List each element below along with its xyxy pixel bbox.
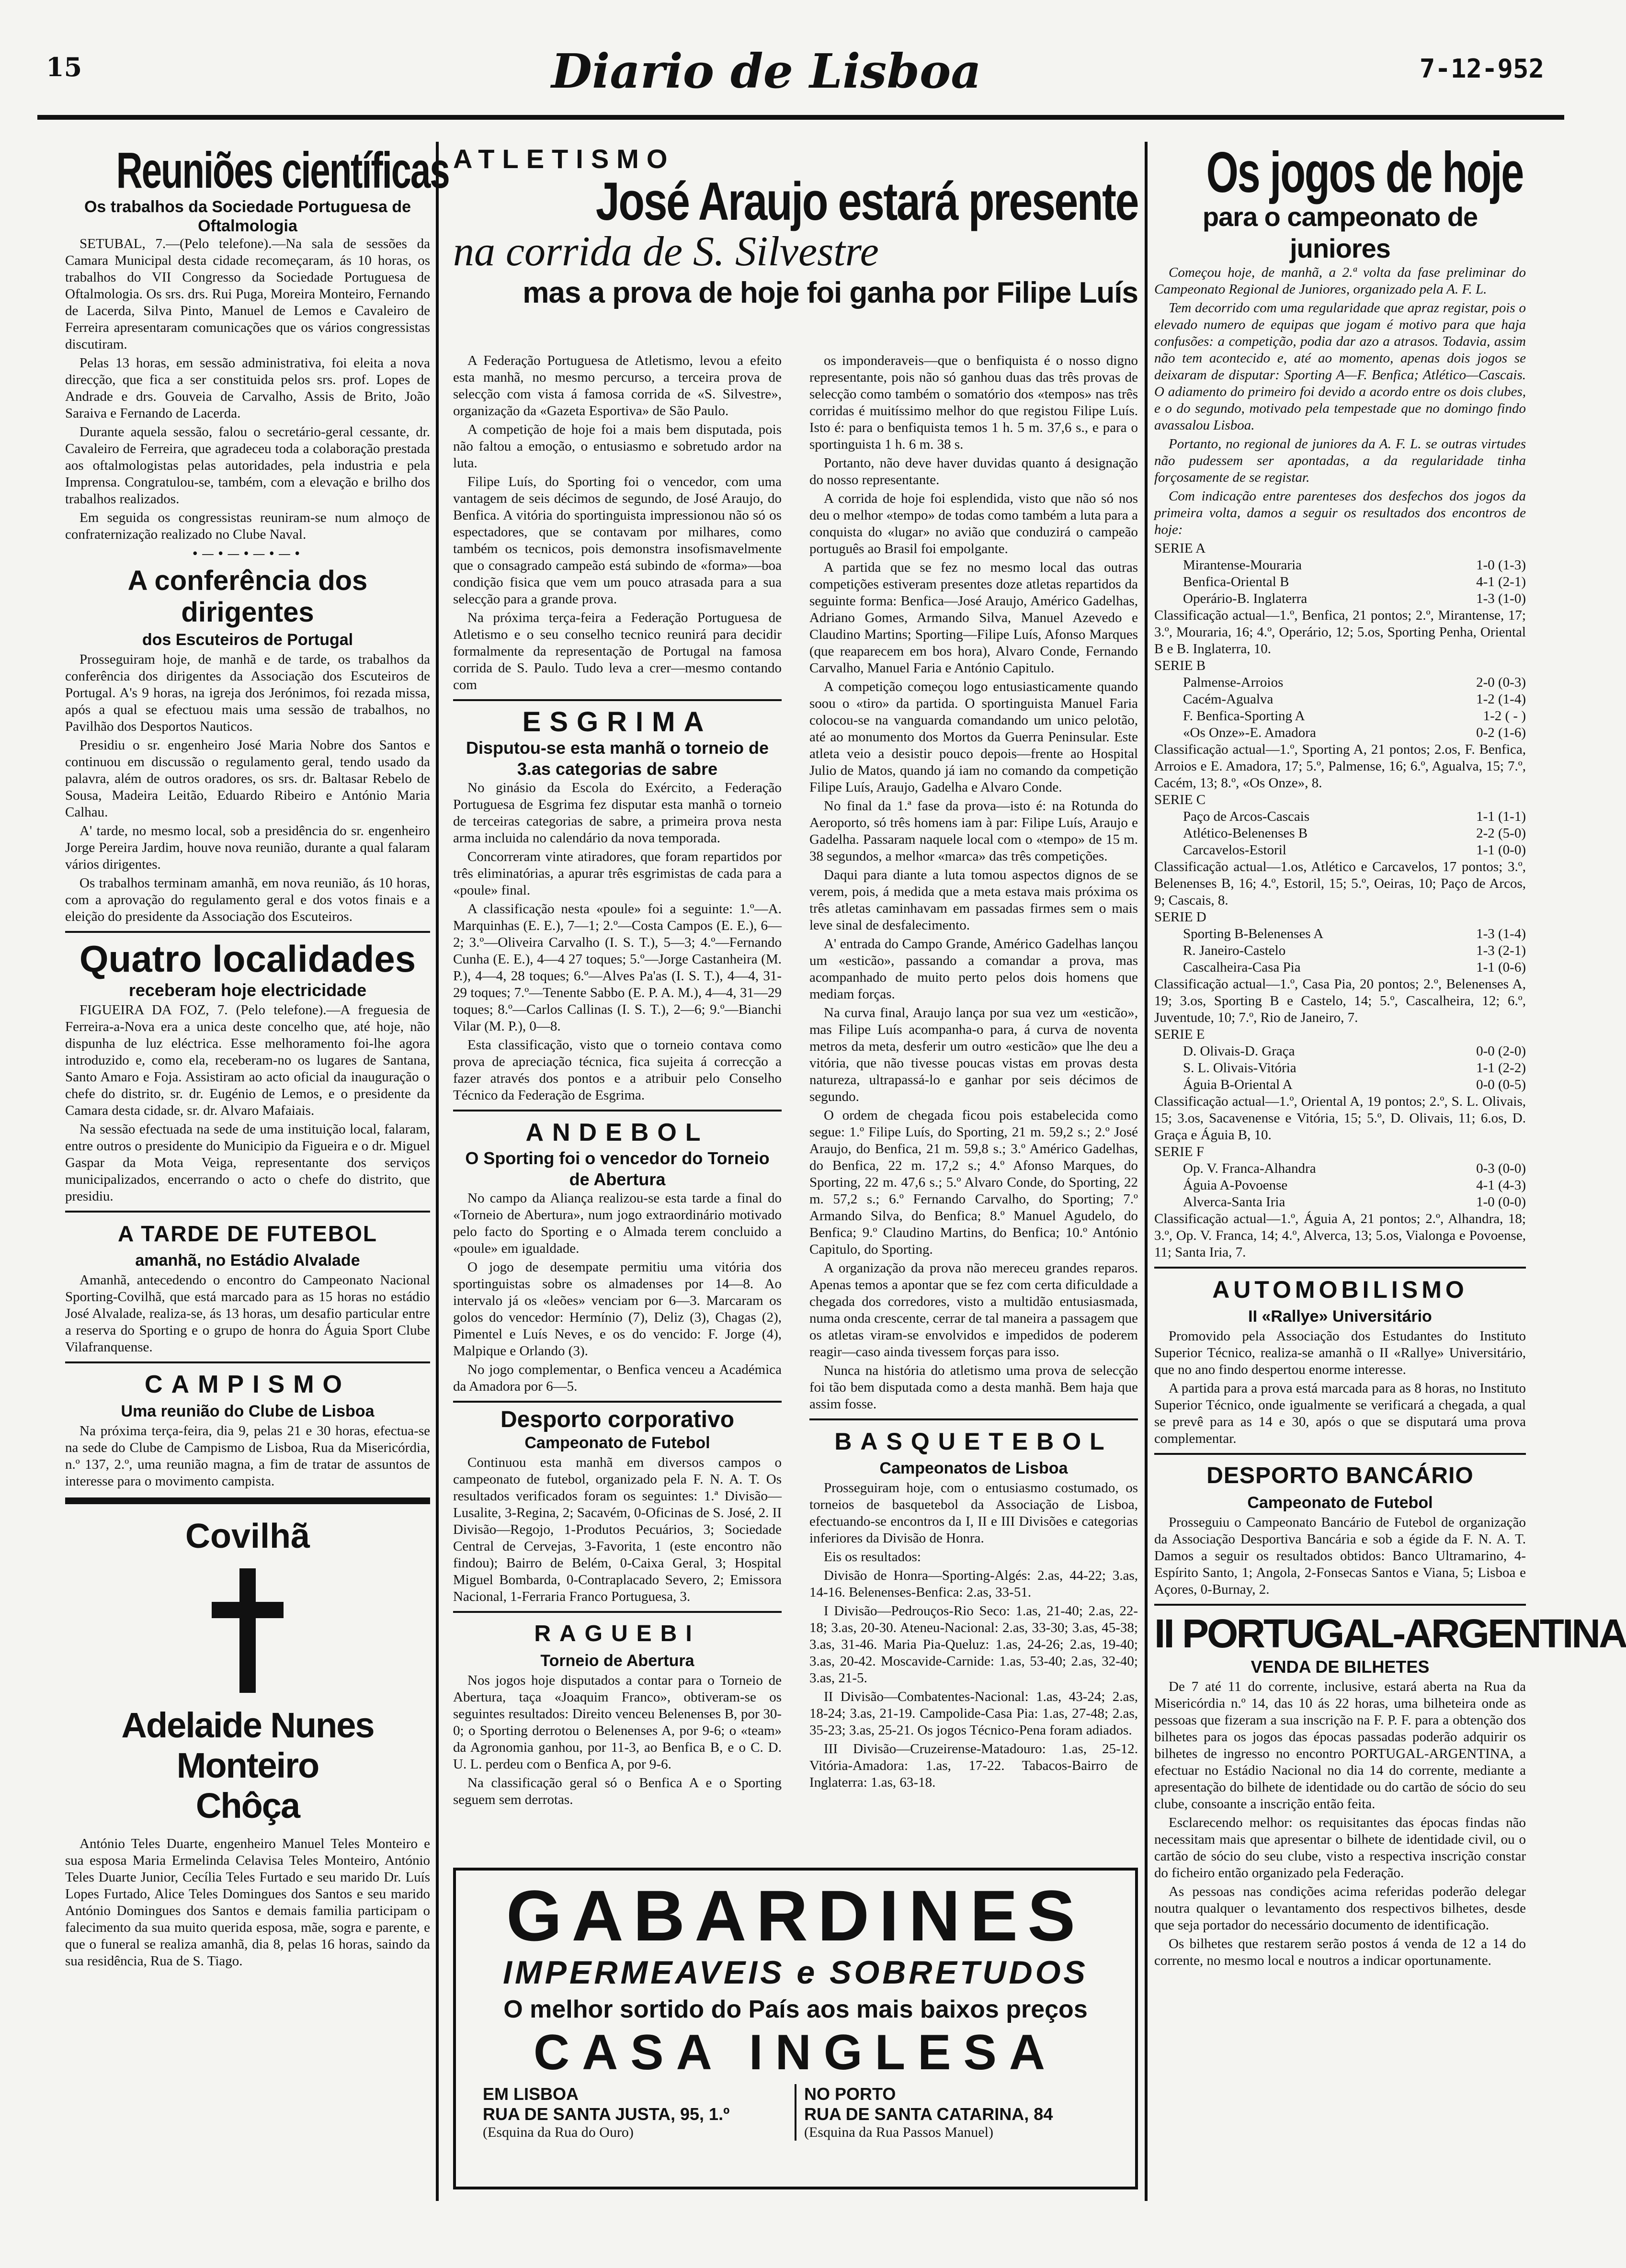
result-row [1154,942,1526,959]
result-score: 4-1 (2-1) [1476,574,1526,590]
subhead-automobilismo: II «Rallye» Universitário [1248,1307,1432,1326]
result-row [1154,1194,1526,1211]
headline-conferencia: A conferência dos dirigentes [127,565,368,628]
paragraph: Continuou esta manhã em diversos campos o campeonato de futebol, organizado pela F. N. A. T. Os resultados verificados foram os seguintes: 1.ª Divisão—Lusalite, 3-Regina, 2; Sacavém, 0-Oficinas de S. José, 2. II Divisão—Regojo, 1-Produtos Pecuários, 3; Sociedade Central de Cervejas, 3-Favorita, 1 (este encontro não findou); Bairro de Belém, 0-Caixa Geral, 3; Hospital Miguel Bombarda, 0-Contraplacado Severo, 2; Emissora Nacional, 1-Ferraria Franco Portuguesa, 3. [453,1455,782,1604]
result-row [1154,725,1526,741]
paragraph: A competição começou logo entusiasticamente quando soou o «tiro» da partida. O sportinguista Manuel Faria colocou-se na vanguarda comandando um unico pelotão, até ao monumento dos Mortos da Guerra Peninsular. Este atleta veio a desistir pouco depois—frente ao Hospital Julio de Matos, quando já iam no comando da competição Filipe Luís, Araujo, Gadelha e Alvaro Conde. [809,679,1138,795]
paragraph: Começou hoje, de manhã, a 2.ª volta da fase preliminar do Campeonato Regional de Juniores, organizado pela A. F. L. [1154,265,1526,297]
article-atletismo-cont [809,352,1138,1413]
paragraph: Na próxima terça-feira, dia 9, pelas 21 e 30 horas, efectua-se na sede do Clube de Campismo de Lisboa, Rua da Misericórdia, n.º 137, 2.º, uma reunião magna, a fim de tratar de assuntos de interesse para o movimento campista. [65,1423,430,1489]
paragraph: SETUBAL, 7.—(Pelo telefone).—Na sala de sessões da Camara Municipal desta cidade recomeçaram, ás 10 horas, os trabalhos do VII Congresso da Sociedade Portuguesa de Oftalmologia. Os srs. drs. Rui Puga, Moreira Monteiro, Fernando de Lacerda, Silva Pinto, Manuel de Lemos e Cavaleiro de Ferreira apresentaram comunicações que os vários congressistas discutiram. [65,236,430,352]
headline-bancario: DESPORTO BANCÁRIO [1206,1463,1474,1488]
paragraph: FIGUEIRA DA FOZ, 7. (Pelo telefone).—A freguesia de Ferreira-a-Nova era a unica deste concelho que, até hoje, não dispunha de luz eléctrica. Esse melhoramento foi-lhe agora introduzido e, como ela, receberam-no os lugares de Santana, Santo Amaro e Foja. Assistiram ao acto oficial da inauguração o chefe do distrito, sr. dr. Eugénio de Lemos, e o presidente da Camara desta cidade, sr. dr. Alvaro Mafaiais. [65,1002,430,1118]
paragraph: O jogo de desempate permitiu uma vitória dos sportinguistas sobre os almadenses por 14—8. Ao intervalo já os «leões» venciam por 6—3. Marcaram os golos do vencedor: Hermínio (7), Deliz (3), Chagas (2), Pimentel e Luís Neves, e os do vencido: F. Jorge (4), Malpique e Orlando (3). [453,1259,782,1359]
paragraph: Divisão de Honra—Sporting-Algés: 2.as, 44-22; 3.as, 14-16. Belenenses-Benfica: 2.as, 33-51. [809,1568,1138,1600]
column-left [65,142,449,2201]
result-row [1154,1060,1526,1077]
result-teams: S. L. Olivais-Vitória [1183,1060,1296,1076]
advert-store: CASA INGLESA [534,2025,1057,2080]
classification: Classificação actual—1.º, Benfica, 21 pontos; 2.º, Mirantense, 17; 3.º, Mouraria, 16; 4.º, Operário, 12; 5.os, Sporting Penha, Oriental B e B. Inglaterra, 10. [1154,608,1526,657]
article-automobilismo [1154,1328,1526,1447]
result-row [1154,674,1526,691]
result-row [1154,590,1526,607]
paragraph: Promovido pela Associação dos Estudantes do Instituto Superior Técnico, realiza-se amanhã o II «Rallye» Universitário, que no ano findo despertou enorme interesse. [1154,1328,1526,1377]
subhead-bancario: Campeonato de Futebol [1247,1494,1433,1512]
paragraph: A' entrada do Campo Grande, Américo Gadelhas lançou um «esticão», passando a comandar a prova, mas acompanhado de muito perto pelos dois homens que mediam forças. [809,936,1138,1002]
paragraph: No campo da Aliança realizou-se esta tarde a final do «Torneio de Abertura», num jogo extraordinário motivado pelo facto do Sporting e o Almada terem concluido a «poule» em igualdade. [453,1191,782,1256]
subhead-reunioes: Os trabalhos da Sociedade Portuguesa de Oftalmologia [84,198,411,235]
advert-porto-address: RUA DE SANTA CATARINA, 84 [804,2104,1053,2124]
headline-tarde: A TARDE DE FUTEBOL [118,1221,377,1246]
paragraph: Tem decorrido com uma regularidade que apraz registar, pois o elevado numero de equipas que jogam é motivo para que haja confusões: a competição, podia dar azo a atrasos. Todavia, assim não tem acontecido e, até ao momento, apenas dois jogos se deixaram de disputar: Sporting A—F. Benfica; Atlético—Cascais. O adiamento do primeiro foi devido a acordo entre os dois clubes, e o do segundo, motivado pela tempestade que no domingo findo avassalou Lisboa. [1154,300,1526,433]
paragraph: I Divisão—Pedrouços-Rio Seco: 1.as, 21-40; 2.as, 22-18; 3.as, 20-30. Ateneu-Nacional: 2.as, 33-30; 3.as, 45-38; 3.as, 31-46. Maria Pia-Queluz: 1.as, 24-26; 2.as, 19-40; 3.as, 20-42. Moscavide-Carnide: 1.as, 53-40; 2.as, 32-40; 3.as, 21-5. [809,1603,1138,1686]
result-teams: Águia B-Oriental A [1183,1077,1293,1092]
result-row [1154,708,1526,725]
paragraph: Na próxima terça-feira a Federação Portuguesa de Atletismo e o seu conselho tecnico reunirá para decidir formalmente da representação de Portugal na famosa corrida de S. Paulo. Tudo leva a crer—mesmo contando com [453,610,782,692]
obituary-rule [65,1497,430,1504]
result-teams: D. Olivais-D. Graça [1183,1043,1295,1059]
serie-name: SERIE A [1154,541,1206,556]
result-score: 1-3 (1-4) [1476,926,1526,941]
serie-name: SERIE E [1154,1027,1205,1042]
paragraph: Daqui para diante a luta tomou aspectos dignos de se verem, pois, á medida que a meta estava mais próxima os três atletas caminhavam em passadas firmes sem o mais leve sinal de desfalecimento. [809,867,1138,933]
column-right [1154,140,1626,2201]
classification: Classificação actual—1.º, Sporting A, 21 pontos; 2.os, F. Benfica, Arroios e E. Amadora, 17; 5.º, Palmense, 16; 6.º, Agualva, 15; 7.º, Cacém, 13; 8.º, «Os Onze», 8. [1154,742,1526,791]
serie-name: SERIE F [1154,1144,1204,1159]
result-row [1154,1043,1526,1060]
classification: Classificação actual—1.º, Oriental A, 19 pontos; 2.º, S. L. Olivais, 15; 3.os, Sacavenense e Vitória, 15; 5.º, D. Olivais, 11; 6.os, D. Graça e Águia B, 10. [1154,1094,1526,1143]
article-reunioes [65,236,430,543]
paragraph: Em seguida os congressistas reuniram-se num almoço de confraternização realizado no Clube Naval. [65,510,430,542]
advert-lisboa-address: RUA DE SANTA JUSTA, 95, 1.º [483,2104,730,2124]
result-score: 0-3 (0-0) [1476,1161,1526,1176]
paragraph: Nos jogos hoje disputados a contar para o Torneio de Abertura, taça «Joaquim Franco», obtiveram-se os seguintes resultados: Direito venceu Belenenses B, por 30-0; o Sporting derrotou o Belenenses A, por 9-6; o «team» da Agronomia ganhou, por 11-3, ao Benfica B, e o C. D. U. L. perdeu com o Benfica A, por 9-6. [453,1673,782,1772]
advert-porto [795,2084,1116,2141]
subhead-raguebi: Torneio de Abertura [540,1652,694,1670]
subhead-campismo: Uma reunião do Clube de Lisboa [121,1402,375,1420]
result-teams: Benfica-Oriental B [1183,574,1289,590]
column-center-right [809,352,1138,1875]
paragraph: No jogo complementar, o Benfica venceu a Académica da Amadora por 6—5. [453,1362,782,1394]
paragraph: De 7 até 11 do corrente, inclusive, estará aberta na Rua da Misericórdia n.º 14, das 10 ás 22 horas, uma bilheteira onde as pessoas que fizeram a sua inscrição na F. P. F. para a obtenção dos bilhetes para os jogos das épocas passadas poderão adquirir os bilhetes de ingresso no encontro PORTUGAL-ARGENTINA, a efectuar no Estádio Nacional no dia 14 do corrente, mediante a apresentação do bilhete de identidade ou do cartão de sócio do seu clube, consoante a inscrição então feita. [1154,1679,1526,1812]
result-score: 1-1 (0-0) [1476,842,1526,858]
article-conferencia [65,651,430,925]
article-basquetebol [809,1480,1138,1791]
paragraph: A corrida de hoje foi esplendida, visto que não só nos deu o melhor «tempo» de todas como também a luta para a conquista do «lugar» no avião que conduzirá o campeão português ao Brasil foi empolgante. [809,491,1138,556]
paragraph: Na sessão efectuada na sede de uma instituição local, falaram, entre outros o presidente do Municipio da Figueira e o dr. Miguel Gaspar da Mota Veiga, representante dos serviços municipalizados, encerrando o acto o chefe do distrito, que presidiu. [65,1122,430,1204]
result-teams: Mirantense-Mouraria [1183,557,1302,573]
paragraph: Com indicação entre parenteses dos desfechos dos jogos da primeira volta, damos a seguir os resultados dos encontros de hoje: [1154,488,1526,537]
result-score: 0-2 (1-6) [1476,725,1526,740]
paragraph: Prosseguiram hoje, de manhã e de tarde, os trabalhos da conferência dos dirigentes da Associação dos Escuteiros de Portugal. A's 9 horas, na igreja dos Jerónimos, foi rezada missa, após a qual se efectuou mais uma sessão de trabalhos, no Pavilhão dos Desportos Nauticos. [65,652,430,734]
result-teams: F. Benfica-Sporting A [1183,708,1305,724]
section-atletismo: ATLETISMO [453,144,675,174]
column-divider [436,142,439,2201]
subhead-corporativo: Campeonato de Futebol [524,1434,710,1452]
masthead-rule [37,115,1564,120]
paragraph: Esclarecendo melhor: os requisitantes das épocas findas não necessitam mais que apresentar o bilhete de identidade civil, ou o cartão de sócio do seu clube, visto a respectiva inscrição constar do ficheiro então organizado pela Federação. [1154,1815,1526,1881]
article-jogos-intro [1154,264,1526,538]
paragraph: As pessoas nas condições acima referidas poderão delegar noutra qualquer o levantamento dos respectivos bilhetes, desde que seja portador do necessário documento de identificação. [1154,1884,1526,1933]
section-raguebi: RAGUEBI [534,1621,701,1646]
headline-atletismo-3: mas a prova de hoje foi ganha por Filipe Luís [523,276,1138,309]
paragraph: Prosseguiram hoje, com o entusiasmo costumado, os torneios de basquetebol da Associação de Lisboa, efectuando-se encontros da I, II e III Divisões e categorias inferiores da Divisão de Honra. [809,1480,1138,1546]
paragraph: A competição de hoje foi a mais bem disputada, pois não faltou a emoção, o entusiasmo e sobretudo ardor na luta. [453,422,782,471]
result-teams: Cascalheira-Casa Pia [1183,960,1301,975]
result-score: 1-1 (1-1) [1476,809,1526,824]
result-score: 1-0 (0-0) [1476,1194,1526,1210]
obituary-text [65,1836,430,1970]
advert-lisboa-label: EM LISBOA [483,2084,579,2104]
subhead-jogos: para o campeonato de juniores [1202,202,1478,263]
result-teams: Cacém-Agualva [1183,692,1274,707]
divider [809,1418,1138,1420]
article-quatro [65,1002,430,1205]
result-teams: Águia A-Povoense [1183,1178,1288,1193]
article-esgrima [453,780,782,1104]
headline-quatro: Quatro localidades [79,938,416,980]
paragraph: Os bilhetes que restarem serão postos á venda de 12 a 14 do corrente, no mesmo local e noutros a indicar oportunamente. [1154,1936,1526,1968]
serie-name: SERIE B [1154,658,1206,673]
result-teams: Op. V. Franca-Alhandra [1183,1161,1316,1176]
result-score: 2-0 (0-3) [1476,675,1526,690]
page-body [37,123,1626,2211]
headline-campismo: CAMPISMO [145,1371,351,1398]
headline-corporativo: Desporto corporativo [500,1407,735,1432]
paragraph: Na classificação geral só o Benfica A e o Sporting seguem sem derrotas. [453,1775,782,1807]
obituary-name-2: Chôça [195,1786,300,1826]
section-automobilismo: AUTOMOBILISMO [1212,1276,1468,1303]
paragraph: A partida que se fez no mesmo local das outras competições estiveram presentes doze atletas repartidos da seguinte forma: Benfica—José Araujo, Américo Gadelhas, Adriano Gomes, Armando Silva, Manuel Azevedo e Claudino Martins; Sporting—Filipe Luís, Afonso Marques (que reaparecem em bos hora), Alvaro Conde, Fernando Carvalho, Manuel Faria e António Capitulo. [809,560,1138,676]
result-row [1154,842,1526,859]
section-esgrima: ESGRIMA [522,706,713,737]
advert-line3: O melhor sortido do País aos mais baixos preços [503,1996,1088,2023]
subhead-tarde: amanhã, no Estádio Alvalade [135,1251,360,1270]
divider [453,1401,782,1403]
article-andebol [453,1190,782,1395]
masthead-date: 7-12-952 [1419,54,1544,84]
result-score: 1-3 (2-1) [1476,943,1526,958]
result-score: 1-3 (1-0) [1476,591,1526,606]
paragraph: os imponderaveis—que o benfiquista é o nosso digno representante, pois não só ganhou duas das três provas de selecção como também o somatório dos «tempos» nas três corridas é muitíssimo melhor do que registou Filipe Luís. Isto é: para o benfiquista temos 1 h. 5 m. 37,6 s., e para o sportinguista 1 h. 6 m. 38 s. [809,353,1138,452]
divider [453,1110,782,1111]
paragraph: Esta classificação, visto que o torneio contava como prova de apreciação técnica, fica sujeita á correcção a fazer através dos pontos e a atribuir pelo Conselho Técnico da Federação de Esgrima. [453,1037,782,1103]
subhead-esgrima: Disputou-se esta manhã o torneio de 3.as categorias de sabre [466,738,769,779]
divider [65,1211,430,1213]
classification: Classificação actual—1.os, Atlético e Carcavelos, 17 pontos; 3.º, Belenenses B, 16; 4.º, Estoril, 15; 5.º, Oeiras, 10; Paço de Arcos, 9; Cascais, 8. [1154,859,1526,908]
advert-addresses [475,2084,1116,2141]
article-campismo [65,1423,430,1490]
atletismo-header [453,144,1138,350]
result-row [1154,825,1526,842]
page-number: 15 [46,52,82,82]
subhead-andebol: O Sporting foi o vencedor do Torneio de Abertura [465,1148,770,1189]
result-row [1154,808,1526,825]
article-bancario [1154,1514,1526,1598]
paragraph: Na curva final, Araujo lança por sua vez um «esticão», mas Filipe Luís acompanha-o para, á curva de noventa metros da meta, desferir um outro «esticão» que lhe deu a vitória, que não tivesse poucas vistas em provas desta natureza, ultrapassá-lo e ganhar por seis décimos de segundo. [809,1005,1138,1104]
paragraph: Portanto, não deve haver duvidas quanto á designação do nosso representante. [809,455,1138,488]
paragraph: No ginásio da Escola do Exército, a Federação Portuguesa de Esgrima fez disputar esta manhã o torneio de terceiras categorias de sabre, a primeira prova nesta arma incluida no calendário da nova temporada. [453,780,782,846]
paragraph: Pelas 13 horas, em sessão administrativa, foi eleita a nova direcção, que fica a ser constituida pelos srs. prof. Lopes de Andrade e drs. Gouveia de Carvalho, Assis de Brito, João Saraiva e Fernando de Lacerda. [65,355,430,421]
result-teams: Atlético-Belenenses B [1183,826,1308,841]
result-row [1154,926,1526,942]
result-score: 1-1 (0-6) [1476,960,1526,975]
article-raguebi [453,1672,782,1808]
paragraph: A' tarde, no mesmo local, sob a presidência do sr. engenheiro Jorge Pereira Jardim, houve nova reunião, durante a qual falaram vários dirigentes. [65,823,430,872]
paragraph: Portanto, no regional de juniores da A. F. L. se outras virtudes não pudessem ser apontadas, a da regularidade tinha forçosamente de se registar. [1154,436,1526,485]
paragraph: António Teles Duarte, engenheiro Manuel Teles Monteiro e sua esposa Maria Ermelinda Celavisa Teles Monteiro, António Teles Duarte Junior, Cecília Teles Furtado e seu marido Dr. Luís Lopes Furtado, Alice Teles Domingues dos Santos e seu marido António Domingues dos Santos e demais familia participam o falecimento da sua muito querida esposa, mãe, sogra e parente, e que o funeral se realiza amanhã, dia 8, pelas 16 horas, saindo da sua residência, Rua de S. Tiago. [65,1836,430,1969]
obituary-name: Adelaide Nunes Monteiro [121,1705,374,1785]
article-corporativo [453,1454,782,1605]
article-tarde [65,1272,430,1356]
divider [1154,1453,1526,1455]
divider [65,931,430,933]
result-row [1154,1077,1526,1093]
result-row [1154,574,1526,590]
paragraph: Presidiu o sr. engenheiro José Maria Nobre dos Santos e continuou em discussão o regulamento geral, tendo usado da palavra, além de outros oradores, os srs. dr. Baltasar Rebelo de Sousa, Madeira Leitão, Eduardo Ribeiro e António Maria Calhau. [65,737,430,820]
paragraph: Filipe Luís, do Sporting foi o vencedor, com uma vantagem de seis décimos de segundo, de José Araujo, do Benfica. A vitória do sportinguista impressionou não só os espectadores, que se contavam por milhares, como também os tecnicos, pois demonstra insofismavelmente que o consagrado campeão está subindo de «forma»—boa condição fisica que vem um pouco atrasada para a sua selecção para a grande prova. [453,474,782,607]
divider [453,1611,782,1613]
result-row [1154,1177,1526,1194]
section-andebol: ANDEBOL [525,1119,709,1146]
advert-porto-label: NO PORTO [804,2084,896,2104]
article-atletismo [453,352,782,693]
result-row [1154,959,1526,976]
paragraph: A organização da prova não mereceu grandes reparos. Apenas temos a apontar que se fez com certa dificuldade a chegada dos corredores, visto a multidão entusiasmada, numa onda crescente, cerrar de tal maneira a passagem que os atletas viram-se envolvidos e impedidos de poderem reagir—caso ainda tivessem forças para isso. [809,1260,1138,1360]
result-score: 1-0 (1-3) [1476,557,1526,573]
paragraph: No final da 1.ª fase da prova—isto é: na Rotunda do Aeroporto, só três homens iam à par: Filipe Luís, Araujo e Gadelha. Passaram naquele local com o «tempo» de 15 m. 38 segundos, a melhor «marca» das três competições. [809,798,1138,864]
advert-casa-inglesa [453,1868,1138,2189]
result-teams: Alverca-Santa Iria [1183,1194,1285,1210]
advert-porto-note: (Esquina da Rua Passos Manuel) [804,2124,993,2140]
paragraph: Os trabalhos terminam amanhã, em nova reunião, ás 10 horas, com a aprovação do regulamento geral e dos votos finais e a eleição do presidente da Associação dos Escuteiros. [65,875,430,924]
column-divider [1145,142,1148,2201]
result-teams: Carcavelos-Estoril [1183,842,1286,858]
column-center-left [453,352,782,1875]
headline-jogos: Os jogos de hoje [1206,140,1524,204]
divider [1154,1267,1526,1269]
result-score: 2-2 (5-0) [1476,826,1526,841]
result-row [1154,557,1526,574]
paragraph: A classificação nesta «poule» foi a seguinte: 1.º—A. Marquinhas (E. E.), 7—1; 2.º—Costa Campos (E. E.), 6—2; 3.º—Oliveira Carvalho (I. S. T.), 5—3; 4.º—Fernando Cunha (E. E.), 4—4 27 toques; 5.º—Jorge Castanheira (M. P.), 4—4, 28 toques; 6.º—Alves Pa'as (I. S. T.), 4—4, 31-29 toques; 7.º—Tenente Sabbo (E. P. A. M.), 4—4, 31—29 toques; 8.º—Carlos Callinas (I. S. T.), 2—6; 9.º—Bianchi Vilar (M. P.), 0—8. [453,901,782,1034]
headline-portugal-argentina: II PORTUGAL-ARGENTINA [1154,1611,1626,1656]
masthead-title: Diario de Lisboa [551,44,981,99]
result-score: 4-1 (4-3) [1476,1178,1526,1193]
result-teams: Paço de Arcos-Cascais [1183,809,1310,824]
result-score: 0-0 (0-5) [1476,1077,1526,1092]
article-portugal-argentina [1154,1678,1526,1969]
advert-lisboa-note: (Esquina da Rua do Ouro) [483,2124,634,2140]
advert-lisboa [475,2084,795,2141]
result-teams: Palmense-Arroios [1183,675,1284,690]
subhead-portugal-argentina: VENDA DE BILHETES [1251,1657,1430,1677]
paragraph: III Divisão—Cruzeirense-Matadouro: 1.as, 25-12. Vitória-Amadora: 1.as, 17-22. Tabacos-Bairro de Inglaterra: 1.as, 63-18. [809,1741,1138,1790]
cross-icon [212,1568,284,1693]
result-teams: Sporting B-Belenenses A [1183,926,1324,941]
headline-atletismo: José Araujo estará presente [595,171,1138,231]
subhead-basquetebol: Campeonatos de Lisboa [879,1459,1068,1477]
result-score: 0-0 (2-0) [1476,1043,1526,1059]
subhead-quatro: receberam hoje electricidade [128,980,367,1000]
advert-brand: GABARDINES [506,1875,1085,1956]
paragraph: Durante aquela sessão, falou o secretário-geral cessante, dr. Cavaleiro de Ferreira, que agradeceu toda a colaboração prestada aos oftalmologistas pelas autoridades, pela industria e pela Imprensa. Congratulou-se, também, com a elevação e brilho dos trabalhos realizados. [65,424,430,507]
result-score: 1-1 (2-2) [1476,1060,1526,1076]
paragraph: Eis os resultados: [824,1549,921,1565]
result-score: 1-2 (1-4) [1476,692,1526,707]
divider [1154,1604,1526,1606]
classification: Classificação actual—1.º, Casa Pia, 20 pontos; 2.º, Belenenses A, 19; 3.os, Sporting B e Castelo, 14; 5.º, Cascalheira, 12; 6.º, Juventude, 10; 7.º, Rio de Janeiro, 7. [1154,976,1526,1025]
subhead-conferencia: dos Escuteiros de Portugal [142,631,353,649]
advert-line2: IMPERMEAVEIS e SOBRETUDOS [503,1954,1088,1991]
section-basquetebol: BASQUETEBOL [834,1428,1113,1455]
divider [453,699,782,701]
result-row [1154,691,1526,708]
paragraph: Nunca na história do atletismo uma prova de selecção foi tão bem disputada como a desta manhã. Bem haja que assim fosse. [809,1363,1138,1412]
classification: Classificação actual—1.º, Águia A, 21 pontos; 2.º, Alhandra, 18; 3.º, Op. V. Franca, 14; 4.º, Alverca, 13; 5.os, Vialonga e Povoense, 11; Santa Iria, 7. [1154,1211,1526,1260]
serie-name: SERIE C [1154,792,1206,807]
divider [65,1361,430,1363]
result-row [1154,1160,1526,1177]
paragraph: A partida para a prova está marcada para as 8 horas, no Instituto Superior Técnico, onde igualmente se verificará a chegada, a qual se prevê para as 14 e 30, após o que se disputará uma prova complementar. [1154,1381,1526,1446]
result-teams: «Os Onze»-E. Amadora [1183,725,1316,740]
serie-name: SERIE D [1154,909,1206,925]
paragraph: Concorreram vinte atiradores, que foram repartidos por três eliminatórias, a apurar três esgrimistas de cada para a «poule» final. [453,849,782,898]
result-teams: R. Janeiro-Castelo [1183,943,1286,958]
headline-reunioes: Reuniões científicas [116,142,449,199]
paragraph: Amanhã, antecedendo o encontro do Campeonato Nacional Sporting-Covilhã, que está marcado para as 15 horas no estádio José Alvalade, realiza-se, ás 13 horas, um desafio particular entre a reserva do Sporting e o grupo de honra do Águia Sport Clube Vilafranquense. [65,1272,430,1355]
headline-atletismo-2: na corrida de S. Silvestre [453,228,879,275]
paragraph: O ordem de chegada ficou pois estabelecida como segue: 1.º Filipe Luís, do Sporting, 21 m. 59,2 s.; 2.º José Araujo, do Benfica, 21 m. 59,8 s.; 3.º Américo Gadelhas, do Benfica, 22 m. 17,2 s.; 4.º Afonso Marques, do Sporting, 22 m. 47,6 s.; 5.º Alvaro Conde, do Sporting, 22 m. 57,2 s.; 6.º Fernando Carvalho, do Sporting; 7.º Armando Silva, do Benfica; 8.º Manuel Agudelo, do Benfica; 9.º Claudino Martins, do Benfica; 10.º António Capitulo, do Sporting. [809,1108,1138,1257]
paragraph: Prosseguiu o Campeonato Bancário de Futebol de organização da Associação Desportiva Bancária e sob a égide da F. N. A. T. Damos a seguir os resultados obtidos: Banco Ultramarino, 4-Espírito Santo, 1; Angola, 2-Fonsecas Santos e Viana, 5; Lisboa e Açores, 0-Burnay, 2. [1154,1515,1526,1597]
results-list [1154,540,1526,1261]
paragraph: A Federação Portuguesa de Atletismo, levou a efeito esta manhã, no mesmo percurso, a terceira prova de selecção com vista á famosa corrida de «S. Silvestre», organização da «Gazeta Esportiva» de São Paulo. [453,353,782,419]
result-teams: Operário-B. Inglaterra [1183,591,1308,606]
separator-ornament: •—•—•—•—• [191,547,304,561]
result-score: 1-2 ( - ) [1483,708,1526,724]
obituary-place: Covilhã [185,1517,310,1555]
paragraph: II Divisão—Combatentes-Nacional: 1.as, 43-24; 2.as, 18-24; 3.as, 21-19. Campolide-Casa Pia: 1.as, 27-48; 2.as, 35-23; 3.as, 25-21. Os jogos Técnico-Pena foram adiados. [809,1689,1138,1738]
